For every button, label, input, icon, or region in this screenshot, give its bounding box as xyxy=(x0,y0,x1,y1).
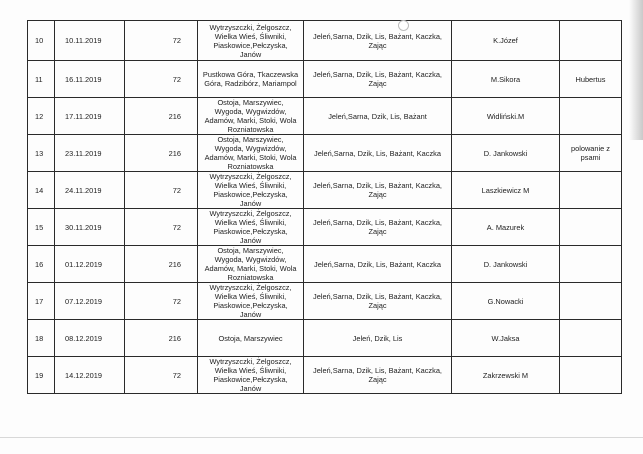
hunt-area: Ostoja, Marszywiec xyxy=(198,320,304,357)
hunt-leader: Zakrzewski M xyxy=(452,357,560,394)
hunt-note xyxy=(560,21,622,61)
hunting-schedule-table xyxy=(27,20,622,394)
row-number: 12 xyxy=(28,98,55,135)
hunt-area: Wytrzyszczki, Żelgoszcz, Wielka Wieś, Śliwniki, Piaskowice,Pełczyska, Janów xyxy=(198,357,304,394)
table-row xyxy=(28,283,622,320)
hunt-note xyxy=(560,98,622,135)
hunt-leader: M.Sikora xyxy=(452,61,560,98)
table-body xyxy=(28,21,622,394)
row-number: 15 xyxy=(28,209,55,246)
game-species: Jeleń,Sarna, Dzik, Lis, Bażant xyxy=(304,98,452,135)
hunt-leader: A. Mazurek xyxy=(452,209,560,246)
punch-hole-mark xyxy=(398,20,409,31)
table-row xyxy=(28,61,622,98)
hunt-leader: Widliński.M xyxy=(452,98,560,135)
hunt-note: polowanie z psami xyxy=(560,135,622,172)
hunt-leader: Laszkiewicz M xyxy=(452,172,560,209)
area-size: 216 xyxy=(125,135,198,172)
area-size: 72 xyxy=(125,21,198,61)
hunt-note xyxy=(560,209,622,246)
hunt-date: 10.11.2019 xyxy=(55,21,125,61)
hunt-area: Ostoja, Marszywiec, Wygoda, Wygwizdów, Adamów, Marki, Stoki, Wola Rozniatowska xyxy=(198,135,304,172)
row-number: 17 xyxy=(28,283,55,320)
scan-edge-shadow xyxy=(629,0,643,140)
table-row xyxy=(28,172,622,209)
page-bottom-edge xyxy=(0,437,643,438)
row-number: 14 xyxy=(28,172,55,209)
game-species: Jeleń,Sarna, Dzik, Lis, Bażant, Kaczka, Zając xyxy=(304,283,452,320)
row-number: 13 xyxy=(28,135,55,172)
hunt-date: 07.12.2019 xyxy=(55,283,125,320)
hunt-date: 16.11.2019 xyxy=(55,61,125,98)
hunt-note: Hubertus xyxy=(560,61,622,98)
row-number: 11 xyxy=(28,61,55,98)
hunt-area: Ostoja, Marszywiec, Wygoda, Wygwizdów, Adamów, Marki, Stoki, Wola Rozniatowska xyxy=(198,98,304,135)
hunt-area: Wytrzyszczki, Żelgoszcz, Wielka Wieś, Śliwniki, Piaskowice,Pełczyska, Janów xyxy=(198,283,304,320)
area-size: 72 xyxy=(125,61,198,98)
hunt-date: 23.11.2019 xyxy=(55,135,125,172)
table-row xyxy=(28,21,622,61)
game-species: Jeleń,Sarna, Dzik, Lis, Bażant, Kaczka, Zając xyxy=(304,61,452,98)
hunt-area: Pustkowa Góra, Tkaczewska Góra, Radzibórz, Mariampol xyxy=(198,61,304,98)
hunt-date: 24.11.2019 xyxy=(55,172,125,209)
hunt-note xyxy=(560,246,622,283)
game-species: Jeleń,Sarna, Dzik, Lis, Bażant, Kaczka, Zając xyxy=(304,357,452,394)
hunt-date: 08.12.2019 xyxy=(55,320,125,357)
hunt-note xyxy=(560,172,622,209)
hunt-leader: G.Nowacki xyxy=(452,283,560,320)
game-species: Jeleń,Sarna, Dzik, Lis, Bażant, Kaczka xyxy=(304,135,452,172)
game-species: Jeleń,Sarna, Dzik, Lis, Bażant, Kaczka xyxy=(304,246,452,283)
hunt-date: 17.11.2019 xyxy=(55,98,125,135)
game-species: Jeleń,Sarna, Dzik, Lis, Bażant, Kaczka, Zając xyxy=(304,21,452,61)
hunt-note xyxy=(560,283,622,320)
area-size: 72 xyxy=(125,283,198,320)
hunt-area: Wytrzyszczki, Żelgoszcz, Wielka Wieś, Śliwniki, Piaskowice,Pełczyska, Janów xyxy=(198,21,304,61)
table-row xyxy=(28,320,622,357)
game-species: Jeleń,Sarna, Dzik, Lis, Bażant, Kaczka, Zając xyxy=(304,172,452,209)
hunt-leader: K.Józef xyxy=(452,21,560,61)
area-size: 72 xyxy=(125,209,198,246)
hunt-area: Wytrzyszczki, Żelgoszcz, Wielka Wieś, Śliwniki, Piaskowice,Pełczyska, Janów xyxy=(198,172,304,209)
hunt-date: 01.12.2019 xyxy=(55,246,125,283)
hunt-note xyxy=(560,357,622,394)
hunt-date: 30.11.2019 xyxy=(55,209,125,246)
row-number: 19 xyxy=(28,357,55,394)
game-species: Jeleń, Dzik, Lis xyxy=(304,320,452,357)
area-size: 72 xyxy=(125,357,198,394)
hunt-note xyxy=(560,320,622,357)
table-row xyxy=(28,209,622,246)
table-row xyxy=(28,357,622,394)
row-number: 18 xyxy=(28,320,55,357)
area-size: 72 xyxy=(125,172,198,209)
table-row xyxy=(28,98,622,135)
row-number: 16 xyxy=(28,246,55,283)
area-size: 216 xyxy=(125,320,198,357)
area-size: 216 xyxy=(125,246,198,283)
hunt-leader: D. Jankowski xyxy=(452,135,560,172)
hunt-area: Wytrzyszczki, Żelgoszcz, Wielka Wieś, Śliwniki, Piaskowice,Pełczyska, Janów xyxy=(198,209,304,246)
table-row xyxy=(28,246,622,283)
area-size: 216 xyxy=(125,98,198,135)
hunt-leader: W.Jaksa xyxy=(452,320,560,357)
row-number: 10 xyxy=(28,21,55,61)
hunt-date: 14.12.2019 xyxy=(55,357,125,394)
hunt-area: Ostoja, Marszywiec, Wygoda, Wygwizdów, Adamów, Marki, Stoki, Wola Rozniatowska xyxy=(198,246,304,283)
table-row xyxy=(28,135,622,172)
hunt-leader: D. Jankowski xyxy=(452,246,560,283)
game-species: Jeleń,Sarna, Dzik, Lis, Bażant, Kaczka, Zając xyxy=(304,209,452,246)
